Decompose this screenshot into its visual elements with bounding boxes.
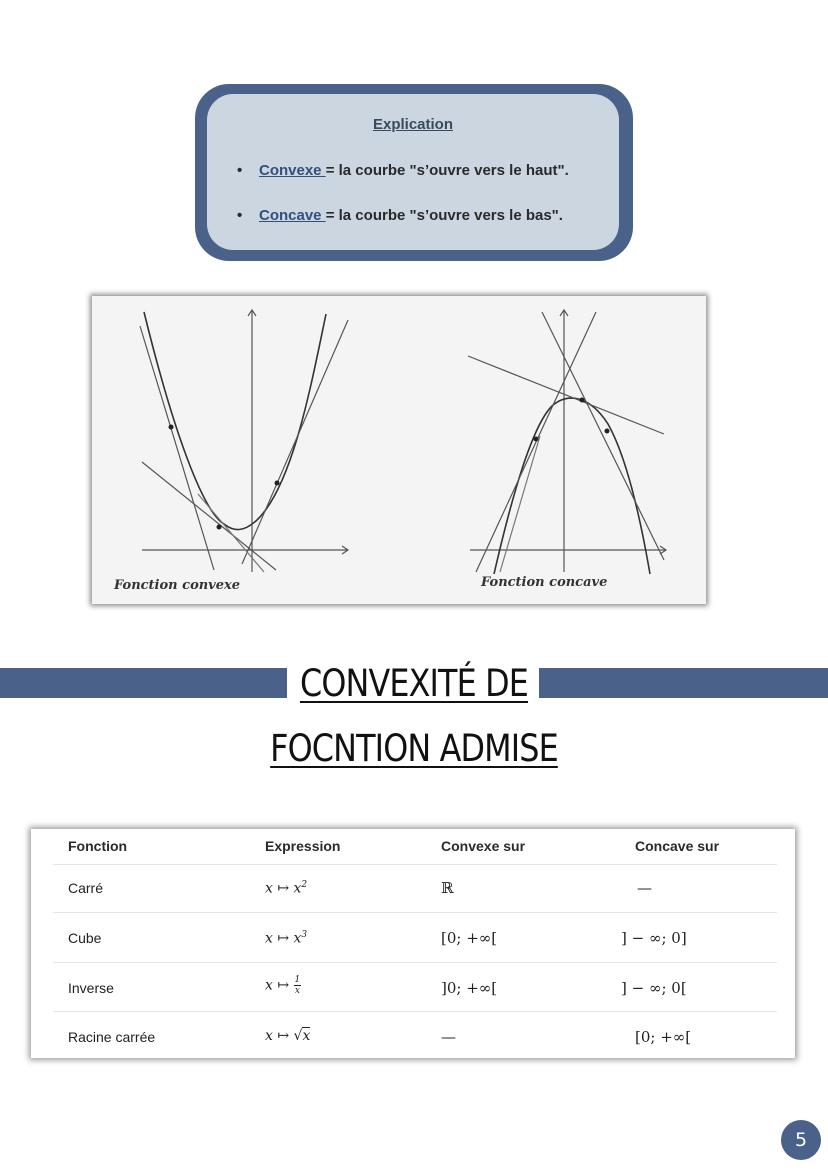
header-expression: Expression	[265, 838, 341, 854]
row-inverse-expression: x ↦ $\frac{1}{x}$	[265, 975, 301, 996]
caption-convex: Fonction convexe	[114, 578, 241, 593]
convex-point-3	[275, 481, 280, 486]
convexity-graphs	[92, 296, 706, 604]
row-carre-concave: —	[637, 879, 652, 897]
concave-tangent-extra	[500, 436, 540, 572]
bullet-icon: •	[237, 162, 243, 179]
term-convex: Convexe	[259, 162, 326, 179]
concave-point-1	[534, 437, 539, 442]
row-carre-name: Carré	[68, 880, 104, 896]
concave-tangent-right	[542, 312, 664, 560]
convex-tangent-right	[242, 320, 348, 564]
row-inverse-name: Inverse	[68, 980, 114, 996]
row-carre-expression: x ↦ $x^2$	[265, 880, 308, 897]
convex-curve	[144, 312, 326, 530]
convexity-figure	[92, 296, 706, 604]
section-title-line2: FOCNTION ADMISE	[270, 727, 558, 770]
table-divider	[53, 962, 777, 963]
convex-tangent-extra	[198, 494, 264, 572]
definition-concave: = la courbe "s’ouvre vers le bas".	[325, 207, 563, 224]
row-inverse-concave: ] − ∞; 0[	[621, 979, 687, 997]
table-divider	[53, 1011, 777, 1012]
row-inverse-convex: ]0; +∞[	[441, 979, 498, 997]
concave-tangent-left	[476, 312, 596, 572]
row-carre-convex: ℝ	[441, 879, 454, 897]
row-racine-name: Racine carrée	[68, 1029, 156, 1045]
convex-tangent-left	[140, 326, 214, 570]
explanation-item-convex	[237, 162, 569, 179]
banner-bar-left	[0, 668, 287, 698]
header-concave: Concave sur	[635, 838, 720, 854]
convex-point-2	[217, 525, 222, 530]
bullet-icon: •	[237, 207, 243, 224]
row-cube-convex: [0; +∞[	[441, 929, 498, 947]
page-number: 5	[781, 1120, 821, 1160]
row-cube-concave: ] − ∞; 0]	[621, 929, 687, 947]
concave-curve	[494, 398, 650, 574]
section-title-line1: CONVEXITÉ DE	[299, 662, 529, 705]
caption-concave: Fonction concave	[481, 575, 608, 590]
table-body	[31, 829, 795, 1058]
convex-point-1	[169, 425, 174, 430]
row-cube-name: Cube	[68, 930, 102, 946]
convexity-table	[31, 829, 795, 1058]
definition-convex: = la courbe "s’ouvre vers le haut".	[325, 162, 569, 179]
table-divider	[53, 864, 777, 865]
explanation-item-concave	[237, 207, 563, 224]
term-concave: Concave	[259, 207, 326, 224]
concave-point-3	[605, 429, 610, 434]
banner-bar-right	[539, 668, 828, 698]
row-racine-concave: [0; +∞[	[635, 1028, 692, 1046]
table-divider	[53, 912, 777, 913]
explanation-box-inner	[207, 94, 619, 250]
explanation-box	[195, 84, 633, 261]
row-cube-expression: x ↦ $x^3$	[265, 930, 308, 947]
header-convexe: Convexe sur	[441, 838, 526, 854]
header-fonction: Fonction	[68, 838, 128, 854]
row-racine-convex: —	[441, 1028, 456, 1046]
concave-point-2	[580, 398, 585, 403]
explanation-title: Explication	[372, 116, 454, 133]
row-racine-expression: x ↦ √x	[265, 1028, 311, 1044]
concave-tangent-top	[468, 356, 664, 434]
